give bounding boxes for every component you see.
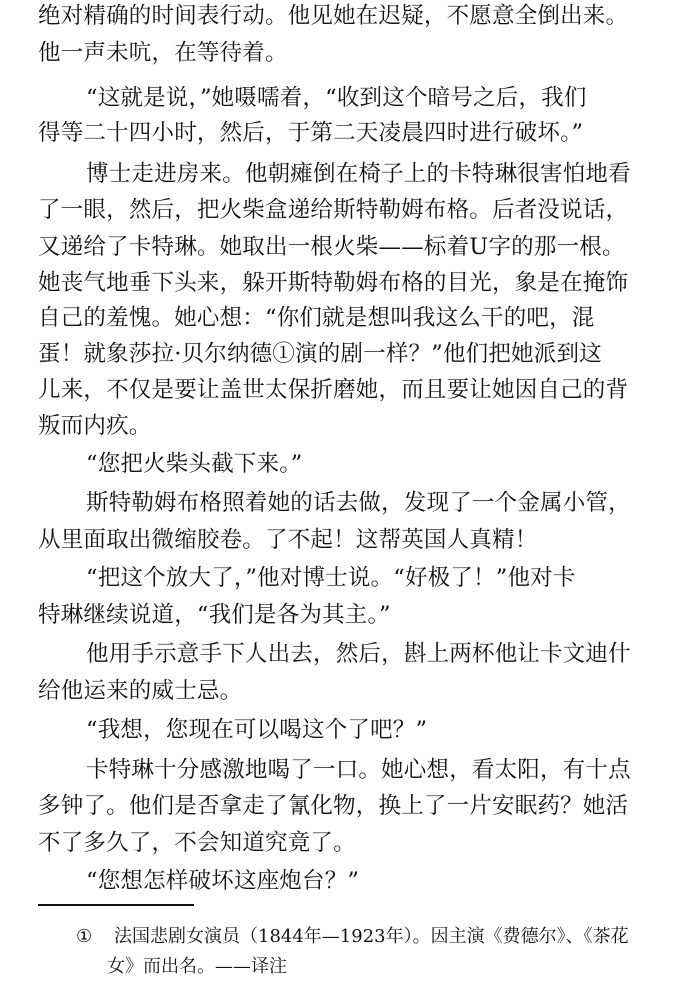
body-line: 得等二十四小时，然后，于第二天凌晨四时进行破坏。” [38,120,584,146]
body-line: 卡特琳十分感激地喝了一口。她心想，看太阳，有十点 [86,757,631,783]
body-line: “您把火柴头截下来。” [86,451,303,477]
footnote-divider [38,904,194,906]
body-line: 自己的羞愧。她心想：“你们就是想叫我这么干的吧，混 [38,305,595,331]
body-line: 斯特勒姆布格照着她的话去做，发现了一个金属小管， [86,490,631,516]
body-line: “您想怎样破坏这座炮台？” [86,868,360,894]
body-line: “我想，您现在可以喝这个了吧？” [86,717,428,743]
body-line: 了一眼，然后，把火柴盒递给斯特勒姆布格。后者没说话， [38,197,629,223]
body-line: 她丧气地垂下头来，躲开斯特勒姆布格的目光，象是在掩饰 [38,270,629,296]
body-line: 又递给了卡特琳。她取出一根火柴——标着U字的那一根。 [38,234,625,260]
body-line: 绝对精确的时间表行动。他见她在迟疑，不愿意全倒出来。 [38,3,629,29]
body-line: 博士走进房来。他朝瘫倒在椅子上的卡特琳很害怕地看 [86,161,631,187]
body-line: “把这个放大了，”他对博士说。“好极了！”他对卡 [86,565,576,591]
footnote-line: 法国悲剧女演员（1844年—1923年）。因主演《费德尔》、《茶花 [114,926,629,947]
body-line: 蛋！就象莎拉·贝尔纳德①演的剧一样？”他们把她派到这 [38,341,602,367]
body-line: 不了多久了，不会知道究竟了。 [38,830,356,856]
body-line: 特琳继续说道，“我们是各为其主。” [38,602,391,628]
body-line: “这就是说，”她嗫嚅着，“收到这个暗号之后，我们 [86,85,587,111]
body-line: 儿来，不仅是要让盖世太保折磨她，而且要让她因自己的背 [38,377,629,403]
body-line: 叛而内疚。 [38,413,152,439]
footnote-marker: ① [76,926,93,947]
body-line: 他一声未吭，在等待着。 [38,40,288,66]
footnote-line: 女》而出名。——译注 [107,956,287,977]
body-line: 多钟了。他们是否拿走了氰化物，换上了一片安眠药？她活 [38,793,629,819]
body-line: 他用手示意手下人出去，然后，斟上两杯他让卡文迪什 [86,641,631,667]
body-line: 给他运来的威士忌。 [38,678,243,704]
body-line: 从里面取出微缩胶卷。了不起！这帮英国人真精！ [38,527,538,553]
